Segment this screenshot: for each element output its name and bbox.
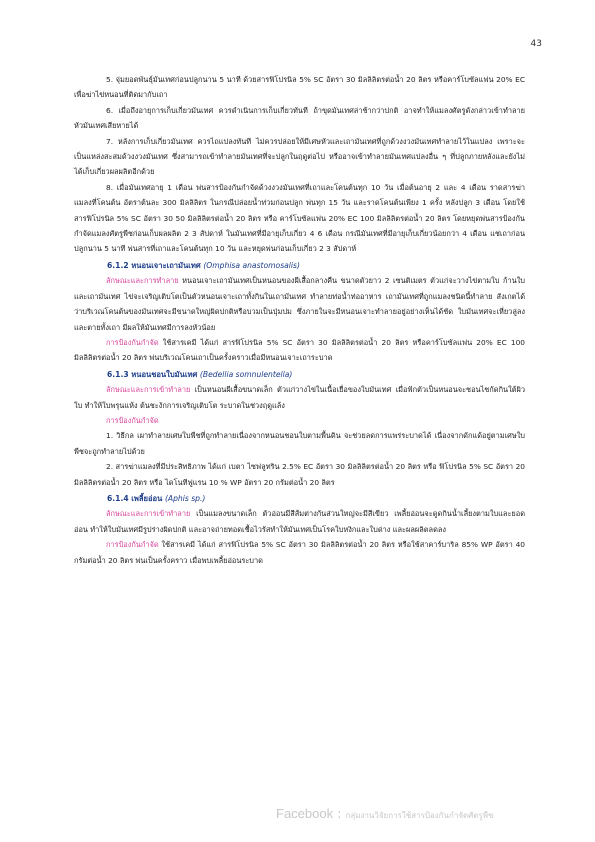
control-text: ใช้สารเคมี ได้แก่ สารฟิโปรนิล 5% SC อัตรา 30 มิลลิลิตรต่อน้ำ 20 ลิตร หรือใช้สาคาร์บาริล 85% WP อัตรา 40 กรัมต่อน้ำ 20 ลิตร พ่นเป็นครั้งคราว เมื่อพบเพลี้ยอ่อนระบาด [74, 540, 525, 565]
control-item-1: 1. วิธีกล เผาทำลายเศษใบพืชที่ถูกทำลายเนื่องจากหนอนชอนใบตามพื้นดิน จะช่วยลดการแพร่ระบาดได้ เนื่องจากดักแด้อยู่ตามเศษใบพืชจะถูกทำลายไปด้วย [74, 431, 525, 456]
control-label: การป้องกันกำจัด [106, 337, 159, 347]
section-heading-6-1-2 [107, 258, 525, 273]
scientific-name: (Omphisa anastomosalis) [203, 260, 300, 270]
damage-paragraph [74, 506, 525, 537]
control-label: การป้องกันกำจัด [106, 415, 159, 425]
control-item-2: 2. สารฆ่าแมลงที่มีประสิทธิภาพ ได้แก่ เบตา ไซฟลูทริน 2.5% EC อัตรา 30 มิลลิลิตรต่อน้ำ 20 ลิตร หรือ ฟิโปรนิล 5% SC อัตรา 20 มิลลิลิตรต่อน้ำ 20 ลิตร หรือ ไดโนทีฟูแรน 10 % WP อัตรา 20 กรัมต่อน้ำ 20 ลิตร [74, 462, 525, 487]
paragraph-8: 8. เมื่อมันเทศอายุ 1 เดือน พ่นสารป้องกันกำจัดด้วงงวงมันเทศที่เถาและโคนต้นทุก 10 วัน เมื่อต้นอายุ 2 และ 4 เดือน ราดสารฆ่าแมลงที่โคนต้น อัตราต้นละ 300 มิลลิลิตร ในกรณีปล่อยน้ำท่วมก่อนปลูก พ่นทุก 15 วัน และราดโคนต้นเพียง 1 ครั้ง หลังปลูก 3 เดือน โดยใช้สารฟิโปรนิล 5% SC อัตรา 30 50 มิลลิลิตรต่อน้ำ 20 ลิตร หรือ คาร์โบซัลแฟน 20% EC 100 มิลลิลิตรต่อน้ำ 20 ลิตร โดยหยุดพ่นสารป้องกันกำจัดแมลงศัตรูพืชก่อนเก็บผลผลิต 2 3 สัปดาห์ ในมันเทศที่มีอายุเก็บเกี่ยว 4 6 เดือน กรณีมันเทศที่มีอายุเก็บเกี่ยวน้อยกว่า 4 เดือน แช่เถาก่อนปลูกนาน 5 นาที พ่นสารที่เถาและโคนต้นทุก 10 วัน และหยุดพ่นก่อนเก็บเกี่ยว 2 3 สัปดาห์ [74, 182, 525, 254]
control-paragraph [74, 537, 525, 568]
section-title: 6.1.4 เพลี้ยอ่อน [107, 493, 163, 503]
control-paragraph [74, 335, 525, 366]
group-name: กลุ่มงานวิจัยการใช้สารป้องกันกำจัดศัตรูพืช [345, 811, 494, 820]
damage-label: ลักษณะและการทำลาย [106, 276, 179, 286]
damage-label: ลักษณะและการเข้าทำลาย [106, 509, 191, 519]
footer-separator: : [337, 807, 342, 822]
facebook-brand: Facebook [276, 806, 334, 821]
damage-paragraph [74, 273, 525, 335]
scientific-name: (Bedellia somnulentella) [199, 369, 293, 379]
control-heading [74, 413, 525, 428]
control-label: การป้องกันกำจัด [106, 540, 159, 550]
section-heading-6-1-3 [107, 367, 525, 382]
damage-text: หนอนเจาะเถามันเทศเป็นหนอนของผีเสื้อกลางคืน ขนาดตัวยาว 2 เซนติเมตร ตัวแก่จะวางไข่ตามใบ ก้านใบ และเถามันเทศ ไข่จะเจริญเติบโตเป็นตัวหนอนเจาะเถาทั้งกินในเถามันเทศ ทำลายท่อน้ำท่ออาหาร เถามันเทศที่ถูกแมลงชนิดนี้ทำลาย สังเกตได้ว่าบริเวณโคนต้นของมันเทศจะมีขนาดใหญ่ผิดปกติหรือบวมเป็นปุ่มปม ซึ่งภายในจะมีหนอนเจาะทำลายอยู่อย่างเห็นได้ชัด ใบมันเทศจะเหี่ยวลู่ลง และตายทั้งเถา มีผลให้มันเทศมีการลงหัวน้อย [74, 276, 525, 332]
footer-watermark [276, 803, 493, 822]
page-number: 43 [530, 39, 542, 49]
damage-label: ลักษณะและการเข้าทำลาย [106, 385, 191, 395]
scientific-name: (Aphis sp.) [164, 493, 206, 503]
damage-text: เป็นแมลงขนาดเล็ก ตัวอ่อนมีสีส้มต่างกันส่วนใหญ่จะมีสีเขียว เพลี้ยอ่อนจะดูดกินน้ำเลี้ยงตามใบและยอดอ่อน ทำให้ใบมันเทศมีรูปร่างผิดปกติ และอาจถ่ายทอดเชื้อไวรัสทำให้มันเทศเป็นโรคใบหงิกและใบด่าง และผลผลิตลดลง [74, 509, 525, 534]
paragraph-7: 7. หลังการเก็บเกี่ยวมันเทศ ควรไถแปลงทันที ไม่ควรปล่อยให้มีเศษหัวและเถามันเทศที่ถูกด้วงงวงมันเทศทำลายไว้ในแปลง เพราะจะเป็นแหล่งสะสมด้วงงวงมันเทศ ซึ่งสามารถเข้าทำลายมันเทศที่จะปลูกในฤดูต่อไป หรืออาจเข้าทำลายมันเทศแปลงอื่น ๆ ที่ปลูกภายหลังและยังไม่ได้เก็บเกี่ยวผลผลิตอีกด้วย [74, 136, 525, 177]
damage-paragraph [74, 382, 525, 413]
section-title: 6.1.2 หนอนเจาะเถามันเทศ [107, 260, 201, 270]
section-title: 6.1.3 หนอนชอนใบมันเทศ [107, 369, 198, 379]
page-content [74, 72, 525, 568]
damage-text: เป็นหนอนผีเสื้อขนาดเล็ก ตัวแก่วางไข่ในเนื้อเยื่อของใบมันเทศ เมื่อฟักตัวเป็นหนอนจะชอนไชกัดกินใต้ผิวใบ ทำให้ใบพรุนแห้ง ต้นชะงักการเจริญเติบโต ระบาดในช่วงฤดูแล้ง [74, 385, 525, 410]
paragraph-6: 6. เมื่อถึงอายุการเก็บเกี่ยวมันเทศ ควรดำเนินการเก็บเกี่ยวทันที ถ้าขุดมันเทศล่าช้ากว่าปกติ อาจทำให้แมลงศัตรูดังกล่าวเข้าทำลายหัวมันเทศเสียหายได้ [74, 105, 525, 131]
paragraph-5: 5. จุ่มยอดพันธุ์มันเทศก่อนปลูกนาน 5 นาที ด้วยสารฟิโปรนิล 5% SC อัตรา 30 มิลลิลิตรต่อน้ำ 20 ลิตร หรือคาร์โบซัลแฟน 20% EC เพื่อฆ่าไข่หนอนที่ติดมากับเถา [74, 75, 525, 100]
control-text: ใช้สารเคมี ได้แก่ สารฟิโปรนิล 5% SC อัตรา 30 มิลลิลิตรต่อน้ำ 20 ลิตร หรือคาร์โบซัลแฟน 20% EC 100 มิลลิลิตรต่อน้ำ 20 ลิตร พ่นบริเวณโคนเถาเป็นครั้งคราวเมื่อมีหนอนเจาะเถาระบาด [74, 337, 525, 363]
section-heading-6-1-4 [107, 491, 525, 506]
